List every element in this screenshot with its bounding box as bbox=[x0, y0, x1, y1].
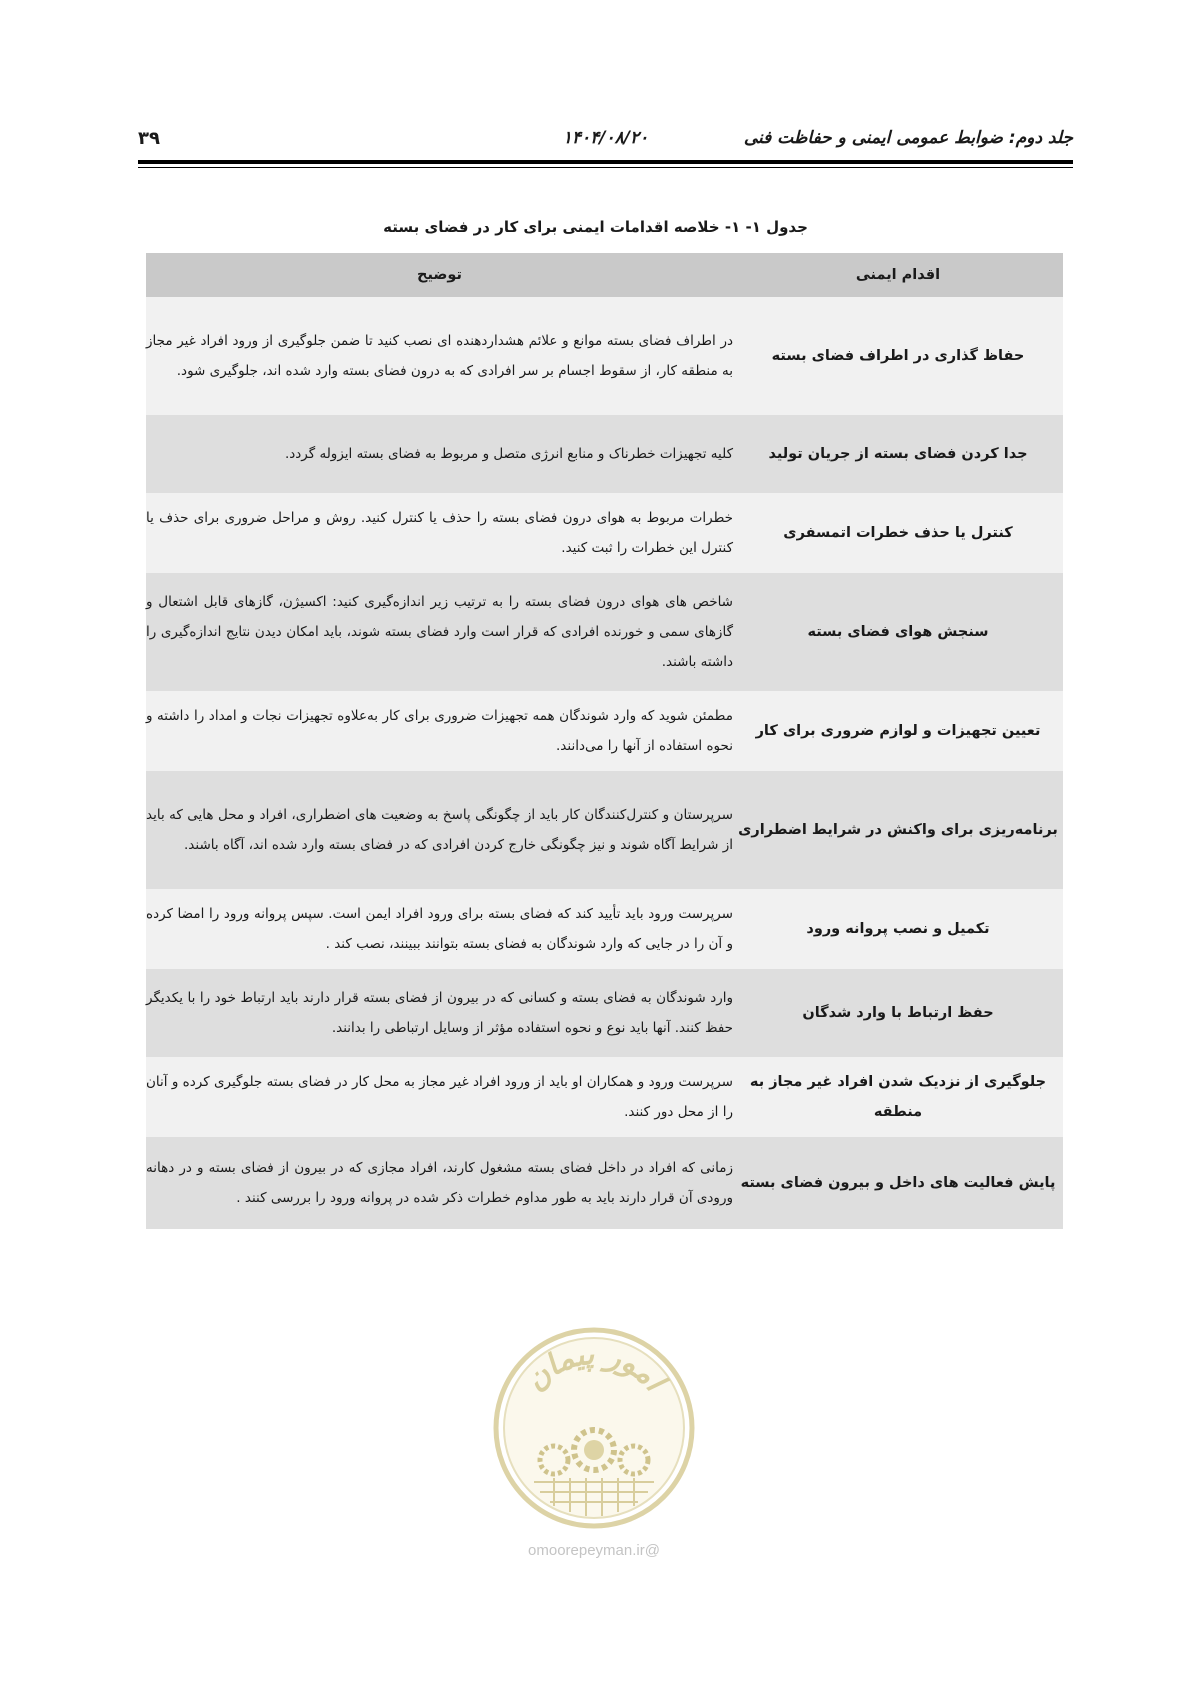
page-number: ۳۹ bbox=[138, 128, 160, 149]
table-row bbox=[146, 297, 1063, 415]
table-row bbox=[146, 493, 1063, 573]
table-row bbox=[146, 573, 1063, 691]
row-action: سنجش هوای فضای بسته bbox=[733, 573, 1063, 691]
row-description: وارد شوندگان به فضای بسته و کسانی که در بیرون از فضای بسته قرار دارند باید ارتباط خود را با یکدیگر حفظ کنند. آنها باید نوع و نحوه استفاده مؤثر از وسایل ارتباطی را بدانند. bbox=[146, 969, 733, 1057]
row-description: سرپرست ورود باید تأیید کند که فضای بسته برای ورود افراد ایمن است. سپس پروانه ورود را امضا کرده و آن را در جایی که وارد شوندگان به فضای بسته بتوانند ببینند، نصب کند . bbox=[146, 889, 733, 969]
row-description: در اطراف فضای بسته موانع و علائم هشداردهنده ای نصب کنید تا ضمن جلوگیری از ورود افراد غیر مجاز به منطقه کار، از سقوط اجسام بر سر افرادی که به درون فضای بسته وارد شده اند، جلوگیری شود. bbox=[146, 297, 733, 415]
table-row bbox=[146, 691, 1063, 771]
volume-title: جلد دوم: ضوابط عمومی ایمنی و حفاظت فنی bbox=[743, 128, 1073, 148]
row-action: جلوگیری از نزدیک شدن افراد غیر مجاز به منطقه bbox=[733, 1057, 1063, 1137]
row-action: تعیین تجهیزات و لوازم ضروری برای کار bbox=[733, 691, 1063, 771]
column-header-action: اقدام ایمنی bbox=[733, 253, 1063, 297]
omoorepeyman-logo-watermark bbox=[488, 1322, 700, 1534]
table-row bbox=[146, 1057, 1063, 1137]
table-caption: جدول ۱- ۱- خلاصه اقدامات ایمنی برای کار در فضای بسته bbox=[383, 218, 808, 236]
header-rule-thick bbox=[138, 160, 1073, 164]
row-description: کلیه تجهیزات خطرناک و منابع انرژی متصل و مربوط به فضای بسته ایزوله گردد. bbox=[146, 415, 733, 493]
page-header bbox=[138, 128, 1073, 154]
table-row bbox=[146, 889, 1063, 969]
header-date: ۱۴۰۴/۰۸/۲۰ bbox=[562, 128, 649, 148]
watermark-url: @omoorepeyman.ir bbox=[528, 1542, 660, 1559]
row-description: شاخص های هوای درون فضای بسته را به ترتیب زیر اندازه‌گیری کنید: اکسیژن، گازهای قابل اشتعال و گازهای سمی و خورنده افرادی که قرار است وارد فضای بسته شوند، باید امکان دیدن نتایج اندازه‌گیری را داشته باشند. bbox=[146, 573, 733, 691]
row-action: حفظ ارتباط با وارد شدگان bbox=[733, 969, 1063, 1057]
row-action: پایش فعالیت های داخل و بیرون فضای بسته bbox=[733, 1137, 1063, 1229]
row-action: برنامه‌ریزی برای واکنش در شرایط اضطراری bbox=[733, 771, 1063, 889]
table-row bbox=[146, 969, 1063, 1057]
header-rule-thin bbox=[138, 167, 1073, 168]
logo-text: امور پیمان bbox=[518, 1336, 672, 1398]
table-row bbox=[146, 1137, 1063, 1229]
table-row bbox=[146, 771, 1063, 889]
row-action: جدا کردن فضای بسته از جریان تولید bbox=[733, 415, 1063, 493]
row-action: حفاظ گذاری در اطراف فضای بسته bbox=[733, 297, 1063, 415]
safety-measures-table bbox=[146, 253, 1063, 1229]
row-description: سرپرستان و کنترل‌کنندگان کار باید از چگونگی پاسخ به وضعیت های اضطراری، افراد و محل هایی که باید از شرایط آگاه شوند و نیز چگونگی خارج کردن افرادی که در فضای بسته وارد شده اند، آگاه باشند. bbox=[146, 771, 733, 889]
row-action: تکمیل و نصب پروانه ورود bbox=[733, 889, 1063, 969]
column-header-description: توضیح bbox=[146, 253, 733, 297]
table-row bbox=[146, 415, 1063, 493]
row-action: کنترل یا حذف خطرات اتمسفری bbox=[733, 493, 1063, 573]
row-description: زمانی که افراد در داخل فضای بسته مشغول کارند، افراد مجازی که در بیرون از فضای بسته و در دهانه ورودی آن قرار دارند باید به طور مداوم خطرات ذکر شده در پروانه ورود را بررسی کنند . bbox=[146, 1137, 733, 1229]
row-description: خطرات مربوط به هوای درون فضای بسته را حذف یا کنترل کنید. روش و مراحل ضروری برای حذف یا کنترل این خطرات را ثبت کنید. bbox=[146, 493, 733, 573]
row-description: سرپرست ورود و همکاران او باید از ورود افراد غیر مجاز به محل کار در فضای بسته جلوگیری کرده و آنان را از محل دور کنند. bbox=[146, 1057, 733, 1137]
table-header-row bbox=[146, 253, 1063, 297]
row-description: مطمئن شوید که وارد شوندگان همه تجهیزات ضروری برای کار به‌علاوه تجهیزات نجات و امداد را داشته و نحوه استفاده از آنها را می‌دانند. bbox=[146, 691, 733, 771]
